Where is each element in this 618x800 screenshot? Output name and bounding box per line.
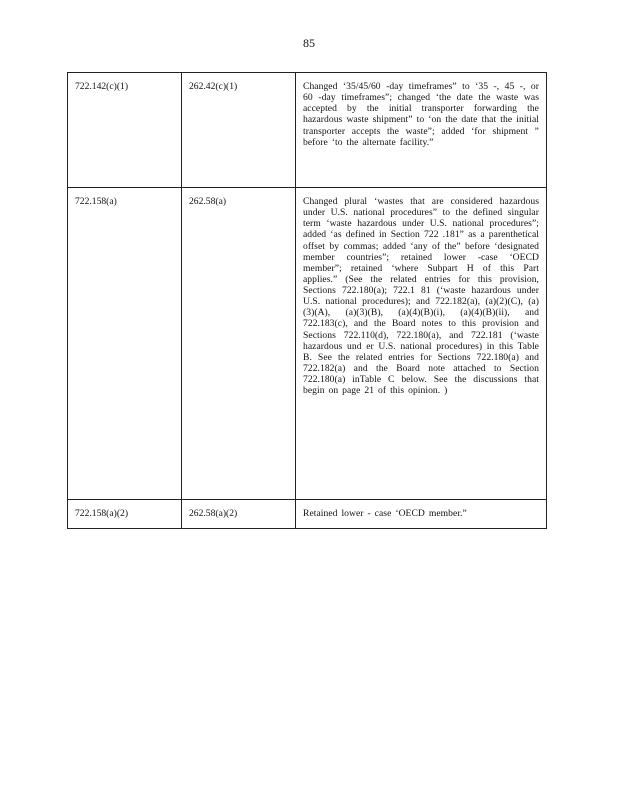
table-row (68, 73, 547, 188)
federal-section-cell: 262.58(a)(2) (182, 500, 296, 529)
section-cell: 722.142(c)(1) (68, 73, 182, 188)
federal-section-cell: 262.58(a) (182, 188, 296, 500)
page-number: 85 (303, 36, 315, 50)
description-cell: Retained lower - case ‘OECD member.” (296, 500, 547, 529)
federal-section-cell: 262.42(c)(1) (182, 73, 296, 188)
table-row (68, 188, 547, 500)
description-cell: Changed plural ‘wastes that are considered hazardous under U.S. national procedures” to the defined singular term ‘waste hazardous under U.S. national procedures”; added ‘as defined in Section 722 .181” as a parenthetical offset by commas; added ‘any of the” before ‘designated member countries”; retained lower -case ‘OECD member”; retained ‘where Subpart H of this Part applies.” (See the related entries for this provision, Sections 722.180(a); 722.1 81 (‘waste hazardous under U.S. national procedures); and 722.182(a), (a)(2)(C), (a)(3)(A), (a)(3)(B), (a)(4)(B)(i), (a)(4)(B)(ii), and 722.183(c), and the Board notes to this provision and Sections 722.110(d), 722.180(a), and 722.181 (‘waste hazardous und er U.S. national procedures) in this Table B. See the related entries for Sections 722.180(a) and 722.182(a) and the Board note attached to Section 722.180(a) inTable C below. See the discussions that begin on page 21 of this opinion. ) (296, 188, 547, 500)
table-row (68, 500, 547, 529)
description-cell: Changed ‘35/45/60 -day timeframes” to ‘35 -, 45 -, or 60 -day timeframes”; changed ‘the date the waste was accepted by the initial transporter forwarding the hazardous waste shipment” to ‘on the date that the initial transporter accepts the waste”; added ‘for shipment ” before ‘to the alternate facility.” (296, 73, 547, 188)
section-cell: 722.158(a) (68, 188, 182, 500)
section-cell: 722.158(a)(2) (68, 500, 182, 529)
comparison-table (67, 72, 547, 529)
